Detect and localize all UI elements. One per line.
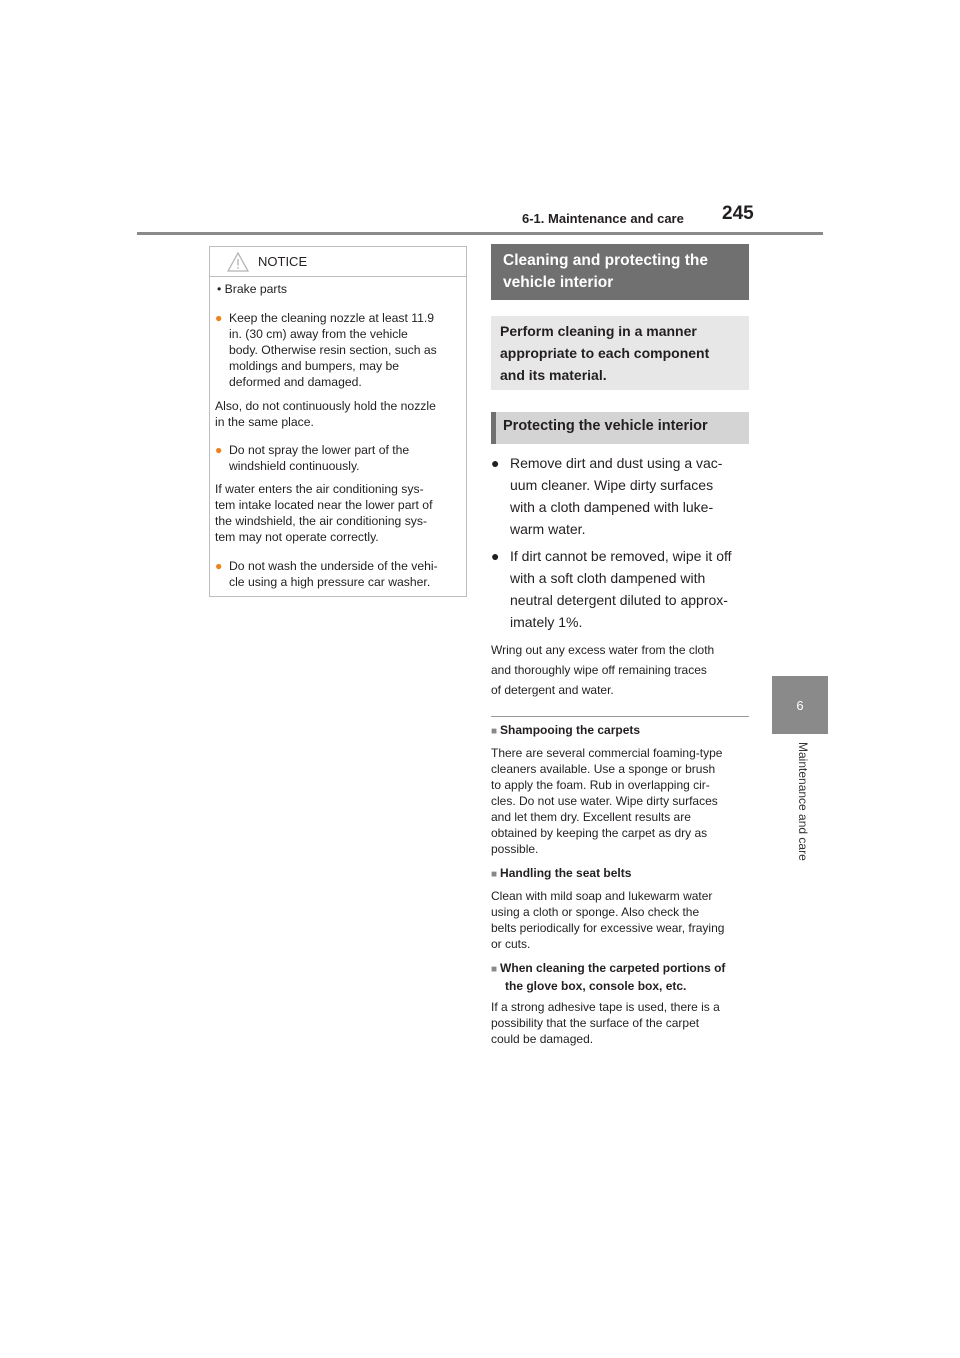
notice-item-3-line: cle using a high pressure car washer.: [229, 575, 431, 589]
body-line: cleaners available. Use a sponge or brush: [491, 762, 716, 776]
divider: [491, 716, 749, 717]
list-item: [491, 452, 749, 540]
notice-bullet: ●: [215, 559, 223, 573]
notice-item-2-line: windshield continuously.: [229, 459, 360, 473]
body-line: Clean with mild soap and lukewarm water: [491, 889, 713, 903]
body-line: belts periodically for excessive wear, fraying: [491, 921, 725, 935]
page-header: [0, 0, 960, 240]
section-heading: [491, 244, 749, 300]
chapter-number: 6: [796, 698, 804, 713]
glove-box-heading: [491, 960, 751, 994]
note-line: Wring out any excess water from the cloth: [491, 643, 715, 657]
notice-item-2-line: Do not spray the lower part of the: [229, 443, 410, 457]
list-item-line: neutral detergent diluted to approx-: [510, 592, 728, 608]
bullet-dot: ●: [491, 455, 500, 471]
warning-triangle-icon: [227, 252, 249, 272]
square-marker: ■: [491, 869, 498, 880]
section-heading-line: Cleaning and protecting the: [503, 252, 708, 269]
note-line: of detergent and water.: [491, 683, 614, 697]
intro-line: and its material.: [500, 367, 607, 383]
notice-item-1-line: in. (30 cm) away from the vehicle: [229, 327, 408, 341]
bullet-dot: ●: [491, 548, 500, 564]
body-line: If a strong adhesive tape is used, there is a: [491, 1000, 720, 1014]
seat-belts-heading: [491, 865, 751, 883]
glove-box-title-line: When cleaning the carpeted portions of: [500, 961, 726, 975]
body-line: cles. Do not use water. Wipe dirty surfaces: [491, 794, 718, 808]
chapter-label: Maintenance and care: [796, 742, 810, 861]
glove-box-title-line: the glove box, console box, etc.: [505, 979, 687, 993]
chapter-tab[interactable]: [772, 676, 828, 734]
subheading-text: Protecting the vehicle interior: [503, 418, 708, 434]
body-line: to apply the foam. Rub in overlapping cir-: [491, 778, 710, 792]
intro-line: Perform cleaning in a manner: [500, 323, 697, 339]
glove-box-body: [491, 999, 751, 1047]
notice-note-line: If water enters the air conditioning sys-: [215, 482, 424, 496]
notice-header: [210, 247, 466, 277]
brake-parts-item: • Brake parts: [217, 282, 287, 296]
page-number: 245: [722, 203, 754, 224]
square-marker: ■: [491, 726, 498, 737]
square-marker: ■: [491, 964, 498, 975]
body-line: and let them dry. Excellent results are: [491, 810, 691, 824]
list-item-line: Remove dirt and dust using a vac-: [510, 455, 723, 471]
seat-belts-title: Handling the seat belts: [500, 866, 632, 880]
notice-note-line: in the same place.: [215, 415, 314, 429]
seat-belts-body: [491, 888, 751, 952]
carpets-heading: [491, 722, 751, 740]
notice-note-line: Also, do not continuously hold the nozzle: [215, 399, 436, 413]
note-line: and thoroughly wipe off remaining traces: [491, 663, 707, 677]
subheading: [491, 412, 749, 444]
notice-note-line: tem may not operate correctly.: [215, 530, 379, 544]
notice-bullet: ●: [215, 311, 223, 325]
body-line: using a cloth or sponge. Also check the: [491, 905, 700, 919]
list-item-line: with a soft cloth dampened with: [510, 570, 706, 586]
list-item-line: If dirt cannot be removed, wipe it off: [510, 548, 732, 564]
notice-item-1-line: deformed and damaged.: [229, 375, 362, 389]
notice-item-1-line: body. Otherwise resin section, such as: [229, 343, 437, 357]
body-line: There are several commercial foaming-type: [491, 746, 723, 760]
header-rule: [137, 232, 823, 235]
notice-note-line: the windshield, the air conditioning sys-: [215, 514, 428, 528]
note-text: [491, 640, 749, 700]
notice-note-line: tem intake located near the lower part of: [215, 498, 433, 512]
carpets-title: Shampooing the carpets: [500, 723, 641, 737]
list-item-line: uum cleaner. Wipe dirty surfaces: [510, 477, 714, 493]
list-item-line: imately 1%.: [510, 614, 583, 630]
notice-bullet: ●: [215, 443, 223, 457]
list-item-line: with a cloth dampened with luke-: [510, 499, 714, 515]
intro-line: appropriate to each component: [500, 345, 710, 361]
body-line: obtained by keeping the carpet as dry as: [491, 826, 708, 840]
section-name: 6-1. Maintenance and care: [522, 211, 684, 226]
notice-box: [209, 246, 467, 597]
carpets-body: [491, 745, 751, 857]
body-line: possibility that the surface of the carpet: [491, 1016, 700, 1030]
notice-item-1-line: Keep the cleaning nozzle at least 11.9: [229, 311, 435, 325]
body-line: could be damaged.: [491, 1032, 594, 1046]
intro-box: [491, 316, 749, 390]
body-line: possible.: [491, 842, 539, 856]
notice-item-1-line: moldings and bumpers, may be: [229, 359, 400, 373]
notice-title: NOTICE: [258, 254, 308, 269]
list-item: [491, 545, 749, 633]
notice-item-3-line: Do not wash the underside of the vehi-: [229, 559, 438, 573]
section-heading-line: vehicle interior: [503, 274, 614, 291]
body-line: or cuts.: [491, 937, 531, 951]
list-item-line: warm water.: [510, 521, 586, 537]
